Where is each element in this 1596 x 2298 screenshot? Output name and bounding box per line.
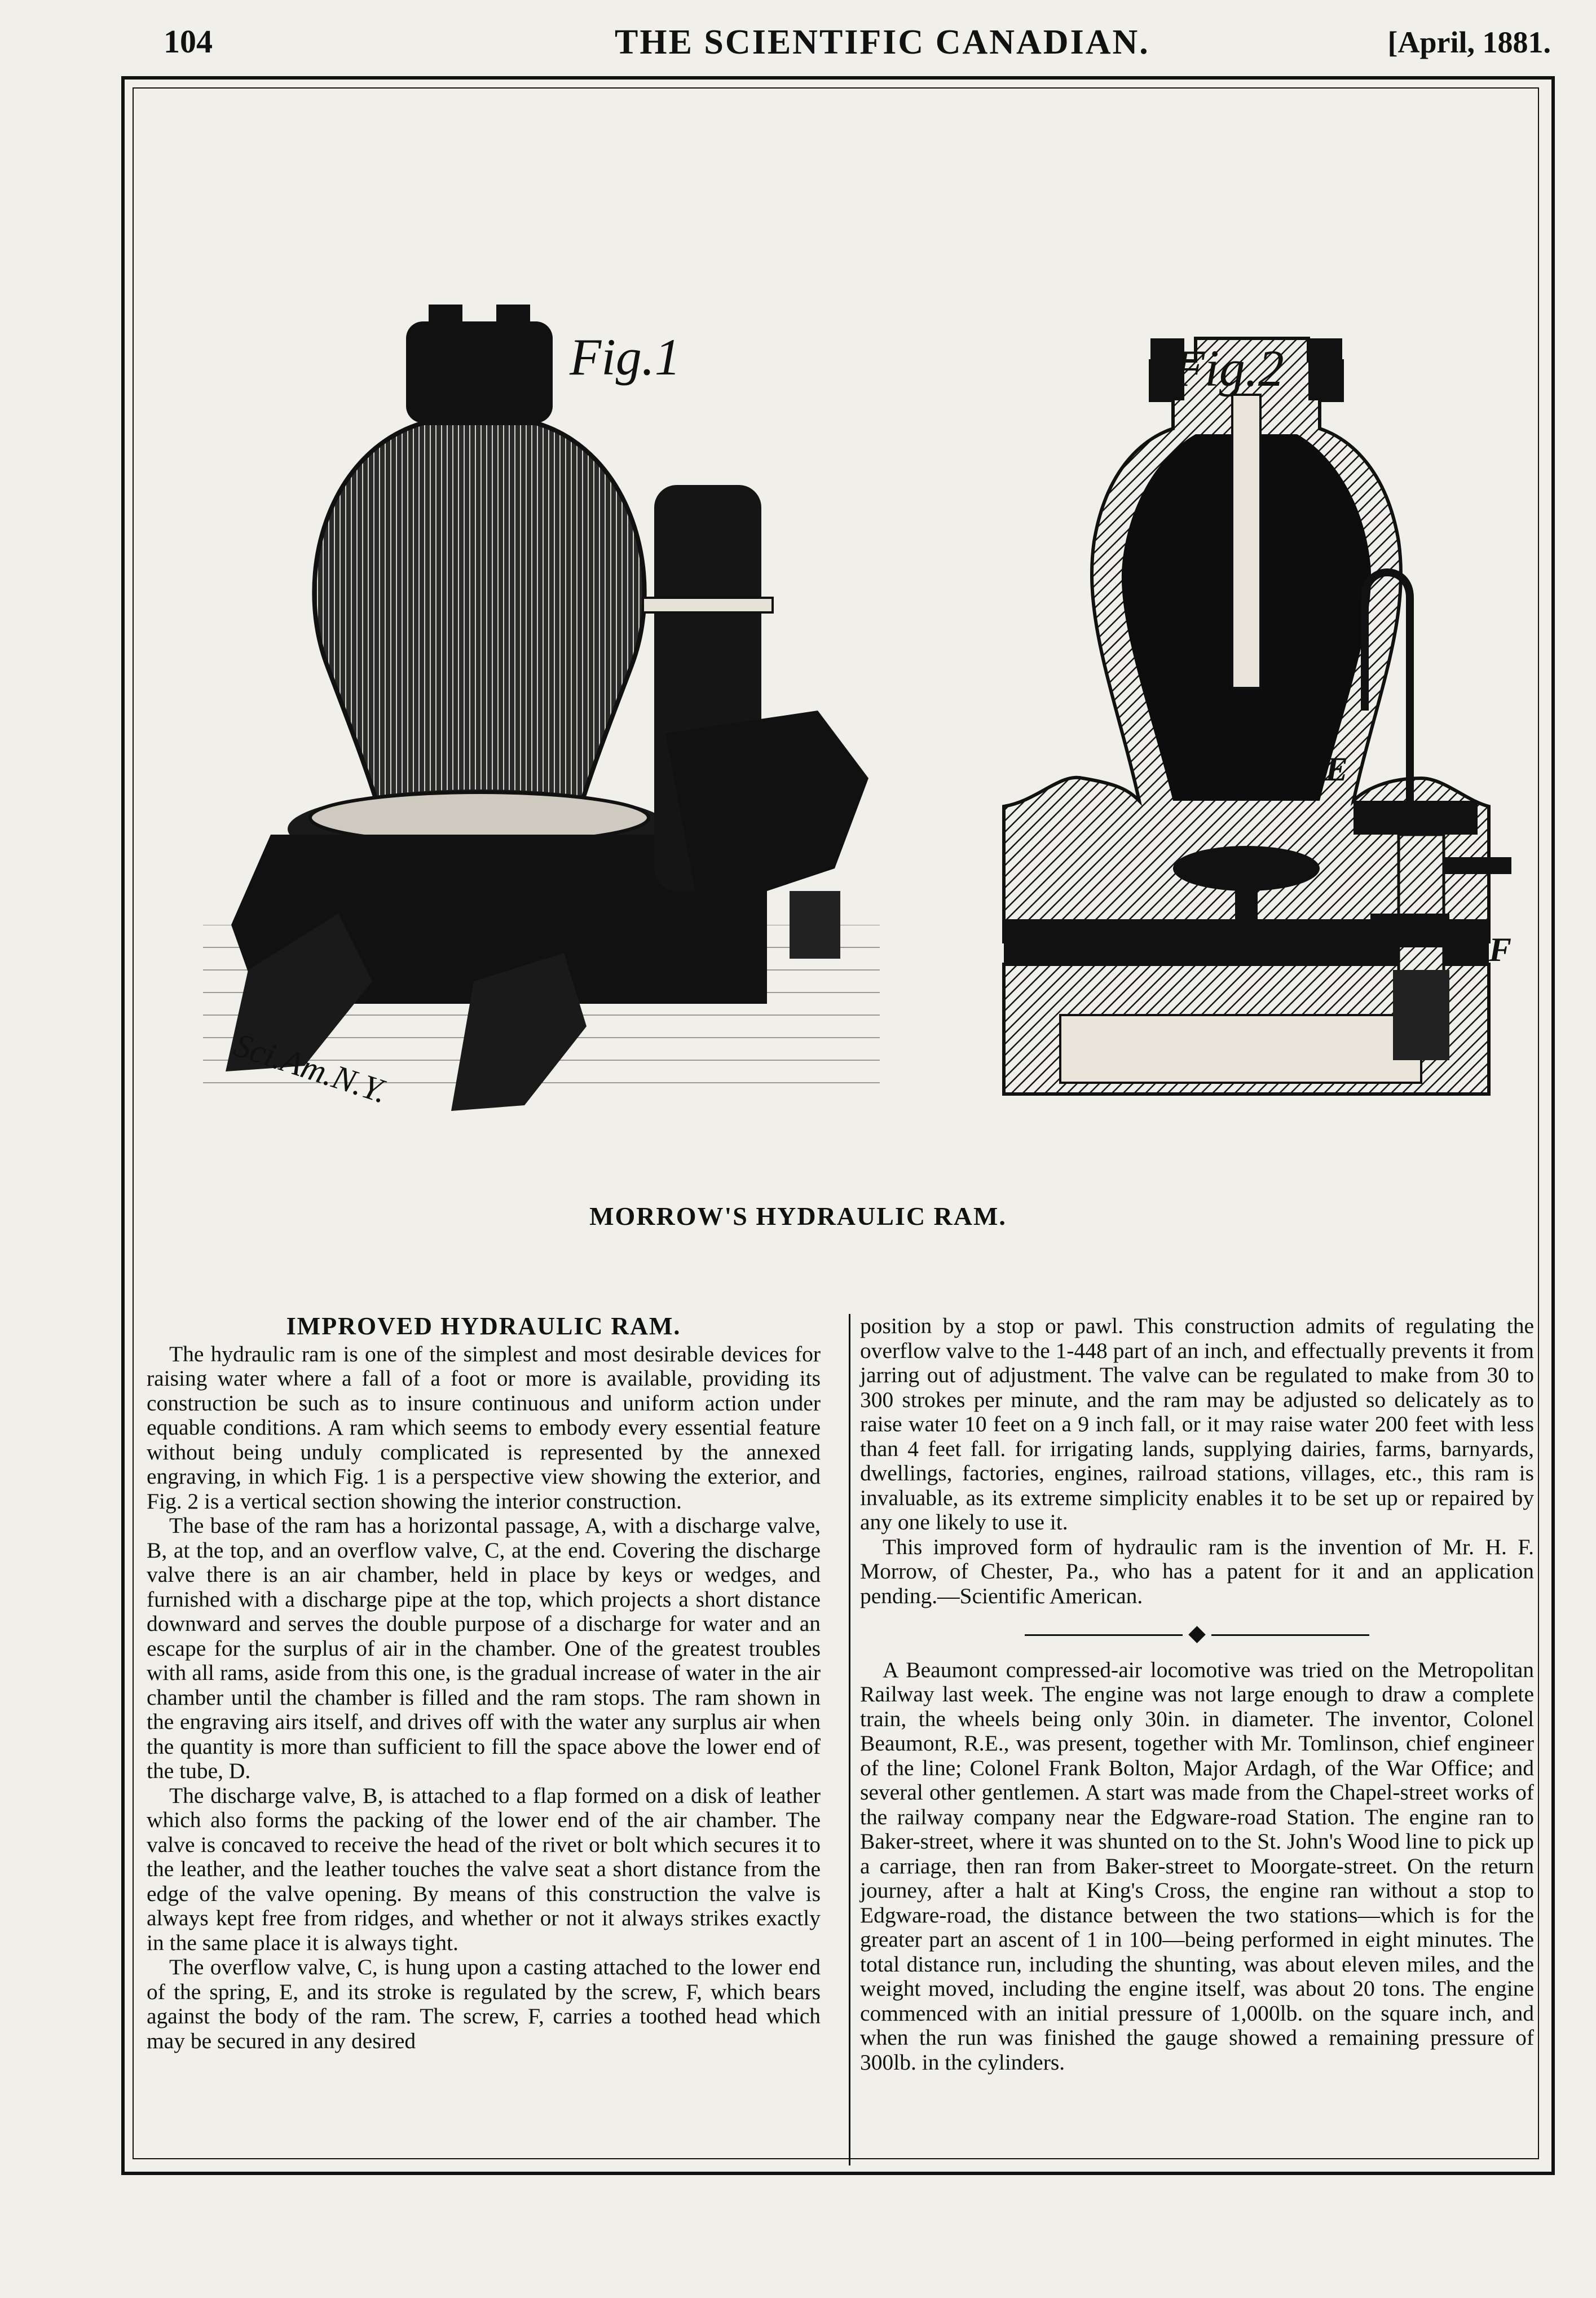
fig2-vertical-section	[1004, 338, 1511, 1094]
article-title: IMPROVED HYDRAULIC RAM.	[286, 1312, 681, 1340]
paragraph: This improved form of hydraulic ram is the invention of Mr. H. F. Morrow, of Chester, Pa., who has a patent for it and an application pending.—Scientific American.	[860, 1534, 1534, 1608]
engraving-figure	[158, 305, 1534, 1184]
paragraph: The hydraulic ram is one of the simplest and most desirable devices for raising water where a fall of a foot or more is available, providing its construction be such as to insure continuous and uniform action under equable conditions. A ram which seems to embody every essential feature without being unduly complicated is represented by the annexed engraving, in which Fig. 1 is a perspective view showing the exterior, and Fig. 2 is a vertical section showing the interior construction.	[147, 1341, 821, 1514]
paragraph: The discharge valve, B, is attached to a flap formed on a disk of leather which also forms the packing of the lower end of the air chamber. The valve is concaved to receive the head of the rivet or bolt which secures it to the leather, and the leather touches the valve seat a short distance from the edge of the valve opening. By means of this construction the valve is always kept free from ridges, and whether or not it always strikes exactly in the same place it is always tight.	[147, 1783, 821, 1955]
paragraph: The base of the ram has a horizontal passage, A, with a discharge valve, B, at the top, and an overflow valve, C, at the end. Covering the discharge valve there is an air chamber, held in place by keys or wedges, and furnished with a discharge pipe at the top, which projects a short distance downward and serves the double purpose of a discharge for water and an escape for the surplus of air in the chamber. One of the greatest troubles with all rams, aside from this one, is the gradual increase of water in the air chamber until the chamber is filled and the ram stops. The ram shown in the engraving airs itself, and drives off with the water any surplus air when the quantity is more than sufficient to fill the space above the lower end of the tube, D.	[147, 1513, 821, 1783]
paragraph: The overflow valve, C, is hung upon a casting attached to the lower end of the spring, E, and its stroke is regulated by the screw, F, which bears against the body of the ram. The screw, F, carries a toothed head which may be secured in any desired	[147, 1955, 821, 2053]
fig2-label: Fig.2	[1173, 339, 1284, 397]
engraver-signature: Sci.Am.N.Y.	[229, 1026, 392, 1110]
screw-label-f: F	[1489, 931, 1512, 968]
section-ornament-divider: ◆	[860, 1621, 1534, 1646]
hydraulic-ram-engraving	[158, 305, 1534, 1184]
column-divider	[849, 1314, 850, 2165]
paragraph: position by a stop or pawl. This construction admits of regulating the overflow valve to the 1-448 part of an inch, and effectually prevents it from jarring out of adjustment. The valve can be regulated to make from 30 to 300 strokes per minute, and the ram may be adjusted so delicately as to raise water 10 feet on a 9 inch fall, or it may raise water 200 feet with less than 4 feet fall. for irrigating lands, supplying dairies, farms, barnyards, dwellings, factories, engines, railroad stations, villages, etc., this ram is invaluable, as its extreme simplicity enables it to be set up or repaired by any one likely to use it.	[860, 1313, 1534, 1534]
fig1-label: Fig.1	[570, 328, 681, 386]
page-number: 104	[164, 23, 213, 60]
journal-title: THE SCIENTIFIC CANADIAN.	[615, 23, 1150, 61]
issue-date: [April, 1881.	[1387, 25, 1551, 59]
fig1-perspective-view	[203, 305, 880, 1111]
page-header	[0, 0, 1596, 79]
spring-label-e: E	[1325, 751, 1348, 788]
paragraph: A Beaumont compressed-air locomotive was tried on the Metropolitan Railway last week. The engine was not large enough to draw a complete train, the wheels being only 30in. in diameter. The inventor, Colonel Beaumont, R.E., was present, together with Mr. Tomlinson, chief engineer of the line; Colonel Frank Bolton, Major Ardagh, of the War Office; and several other gentlemen. A start was made from the Chapel-street works of the railway company near the Edgware-road Station. The engine ran to Baker-street, where it was shunted on to the St. John's Wood line to pick up a carriage, then ran from Baker-street to Moorgate-street. On the return journey, after a halt at King's Cross, the engine ran without a stop to Edgware-road, the distance between the two stations—which is for the greater part an ascent of 1 in 100—being performed in eight minutes. The total distance run, including the shunting, was about eleven miles, and the weight moved, including the engine itself, was about 20 tons. The engine commenced with an initial pressure of 1,000lb. on the square inch, and when the run was finished the gauge showed a remaining pressure of 300lb. in the cylinders.	[860, 1657, 1534, 2075]
right-column	[860, 1314, 1534, 2075]
left-column	[147, 1314, 821, 2053]
figure-caption: MORROW'S HYDRAULIC RAM.	[589, 1202, 1007, 1230]
